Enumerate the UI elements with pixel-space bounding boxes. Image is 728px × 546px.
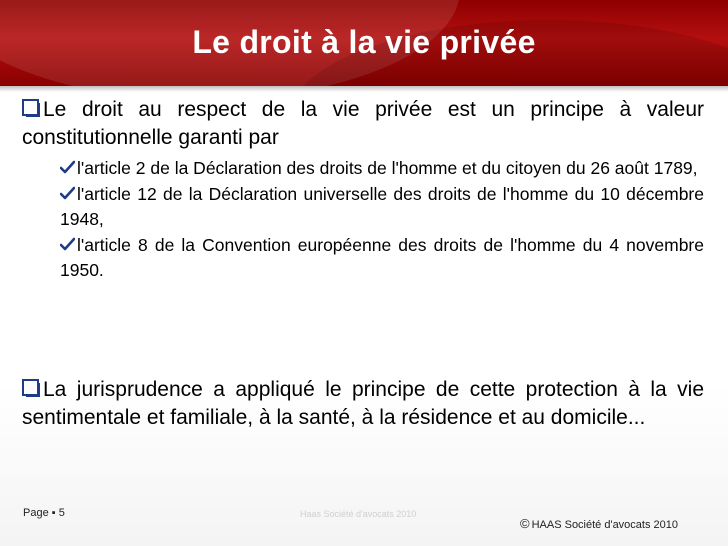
paragraph-1 [22, 96, 704, 152]
square-bullet-icon [22, 99, 41, 118]
paragraph-2 [22, 376, 704, 432]
list-item [60, 233, 704, 283]
copyright-text: HAAS Société d'avocats 2010 [531, 519, 679, 531]
list-item [60, 182, 704, 232]
content-area [22, 96, 704, 284]
slide-title: Le droit à la vie privée [192, 24, 536, 60]
sub-list [60, 156, 704, 283]
list-item-text: l'article 12 de la Déclaration universelle des droits de l'homme du 10 décembre 1948, [60, 184, 704, 229]
list-item [60, 156, 704, 181]
title-bar [0, 0, 728, 86]
paragraph-2-text: La jurisprudence a appliqué le principe de cette protection à la vie sentimentale et familiale, à la santé, à la résidence et au domicile... [22, 378, 704, 429]
copyright-icon: © [520, 516, 530, 531]
footer-watermark: Haas Société d'avocats 2010 [300, 509, 417, 519]
title-shadow [0, 86, 728, 92]
footer-copyright [520, 516, 678, 531]
paragraph-1-text: Le droit au respect de la vie privée est un principe à valeur constitutionnelle garanti par [22, 98, 704, 149]
checkmark-icon [60, 160, 75, 175]
checkmark-icon [60, 186, 75, 201]
page-number: Page ▪ 5 [23, 507, 65, 519]
list-item-text: l'article 2 de la Déclaration des droits de l'homme et du citoyen du 26 août 1789, [77, 158, 698, 178]
checkmark-icon [60, 237, 75, 252]
content-area-2 [22, 376, 704, 432]
list-item-text: l'article 8 de la Convention européenne des droits de l'homme du 4 novembre 1950. [60, 235, 704, 280]
square-bullet-icon [22, 379, 41, 398]
